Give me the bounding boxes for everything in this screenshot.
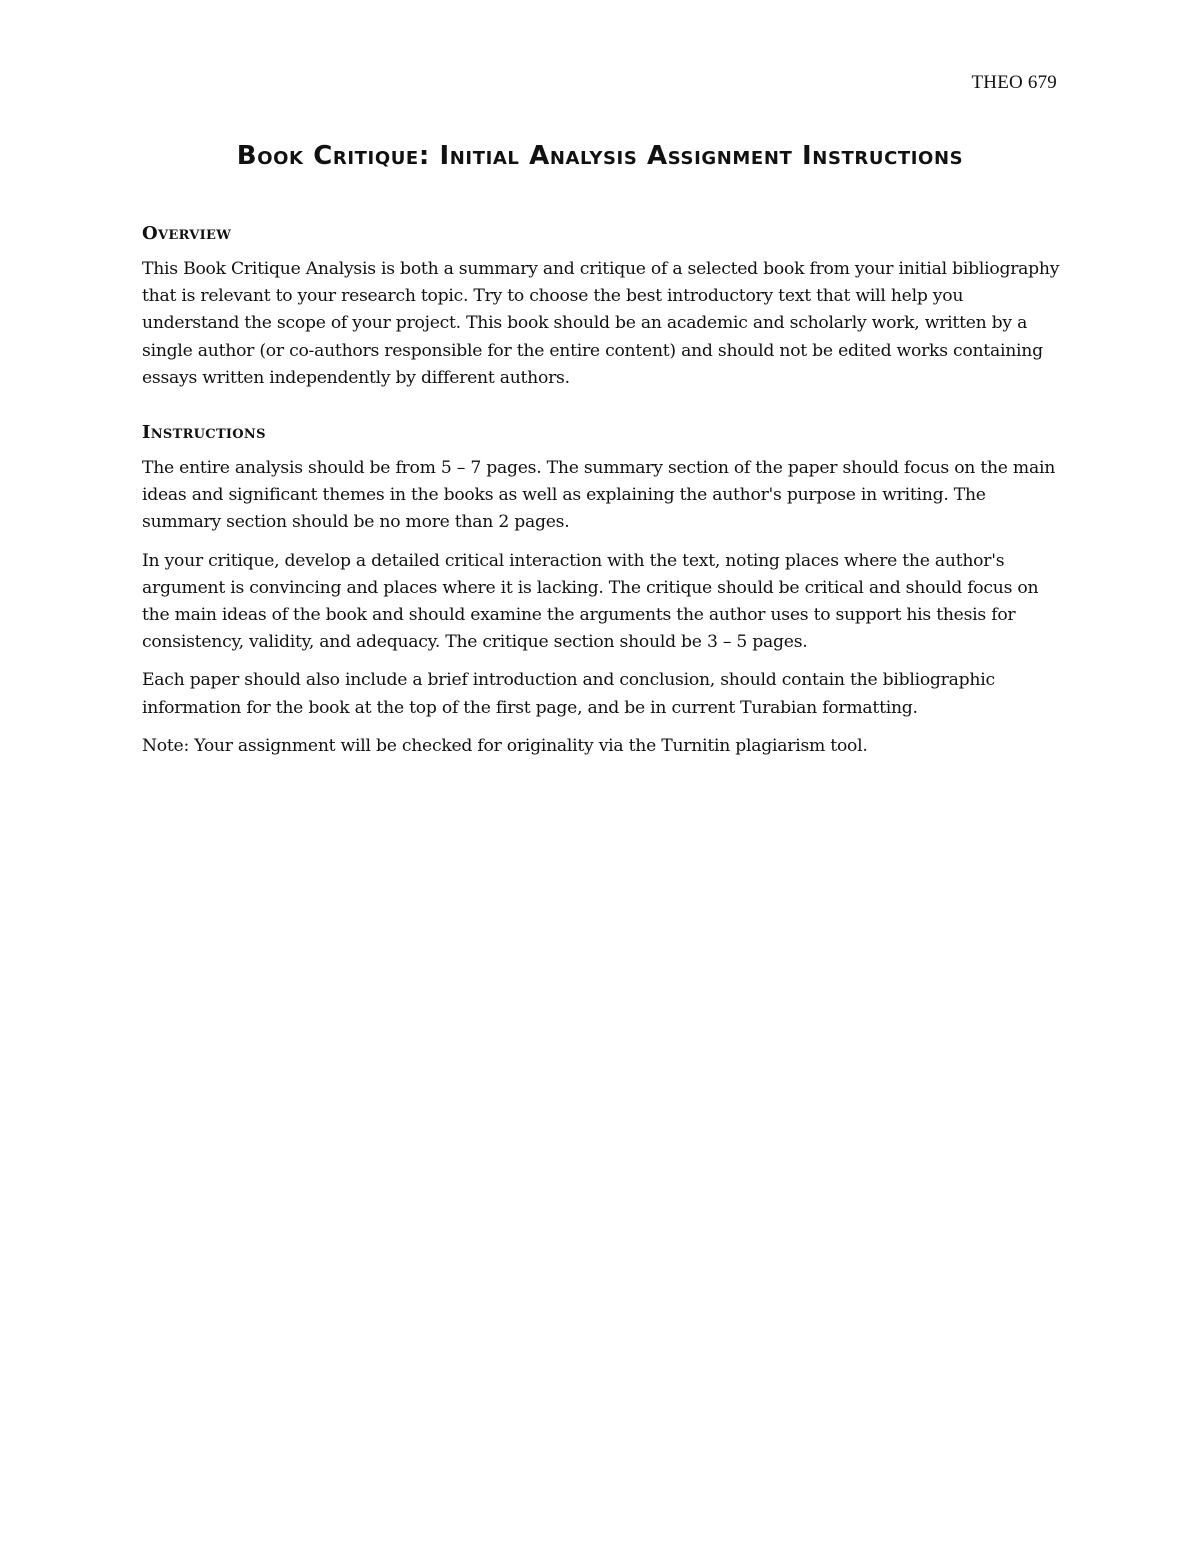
course-code: THEO 679 [971, 72, 1057, 93]
document-title: Book Critique: Initial Analysis Assignment Instructions [236, 141, 964, 171]
instructions-paragraph-critique: In your critique, develop a detailed critical interaction with the text, noting places where the author's argument is convincing and places where it is lacking. The critique should be critical and should focus on the main ideas of the book and should examine the arguments the author uses to support his thesis for consistency, validity, and adequacy. The critique section should be 3 – 5 pages. [142, 550, 1039, 653]
instructions-section [142, 421, 1062, 760]
overview-section [142, 222, 1062, 392]
instructions-heading: Instructions [142, 422, 266, 444]
section-spacer [142, 403, 1062, 421]
instructions-paragraph-format: Each paper should also include a brief introduction and conclusion, should contain the bibliographic information for the book at the top of the first page, and be in current Turabian formatting. [142, 670, 995, 718]
document-body [142, 222, 1062, 771]
overview-heading: Overview [142, 223, 232, 244]
overview-paragraph: This Book Critique Analysis is both a summary and critique of a selected book from your initial bibliography that is relevant to your research topic. Try to choose the best introductory text that will help you understand the scope of your project. This book should be an academic and scholarly work, written by a single author (or co-authors responsible for the entire content) and should not be edited works containing essays written independently by different authors. [142, 259, 1060, 388]
instructions-paragraph-note: Note: Your assignment will be checked for originality via the Turnitin plagiarism tool. [142, 735, 868, 756]
instructions-paragraph-length: The entire analysis should be from 5 – 7 pages. The summary section of the paper should focus on the main ideas and significant themes in the books as well as explaining the author's purpose in writing. The summary section should be no more than 2 pages. [142, 458, 1056, 533]
